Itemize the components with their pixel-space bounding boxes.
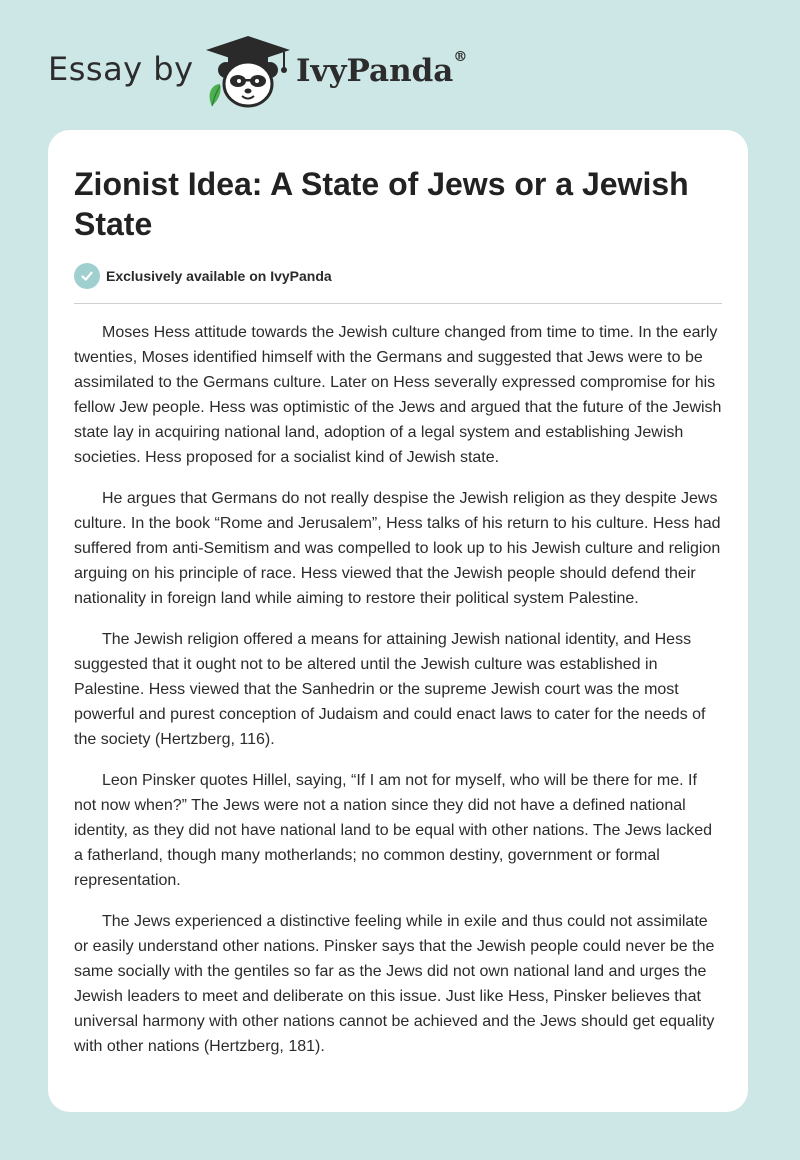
brand-name[interactable] [296,49,468,89]
title-divider [74,303,722,304]
exclusive-label: Exclusively available on IvyPanda [106,268,332,284]
paragraph: Leon Pinsker quotes Hillel, saying, “If I am not for myself, who will be there for me. If not now when?” The Jews were not a nation since they did not have a defined national identity, as they did not have national land to be equal with other nations. The Jews lacked a fatherland, though many motherlands; no common destiny, government or formal representation. [74,772,713,889]
checkmark-icon [74,263,100,289]
paragraph: Moses Hess attitude towards the Jewish culture changed from time to time. In the early twenties, Moses identified himself with the Germans and suggested that Jews were to be assimilated to the Germans culture. Later on Hess severally expressed compromise for his fellow Jew people. Hess was optimistic of the Jews and argued that the future of the Jewish state lay in acquiring national land, adoption of a legal system and establishing Jewish societies. Hess proposed for a socialist kind of Jewish state. [74,324,722,466]
brand-text: IvyPanda [296,53,454,89]
essay-card [48,130,748,1112]
essay-by-label: Essay by [48,50,194,88]
panda-graduate-logo-icon[interactable] [202,34,294,110]
page-title: Zionist Idea: A State of Jews or a Jewish State [74,166,689,242]
essay-body [74,320,722,1075]
registered-mark: ® [453,49,468,65]
paragraph: The Jewish religion offered a means for attaining Jewish national identity, and Hess suggested that it ought not to be altered until the Jewish culture was established in Palestine. Hess viewed that the Sanhedrin or the supreme Jewish court was the most powerful and purest conception of Judaism and could enact laws to cater for the needs of the society (Hertzberg, 116). [74,631,706,748]
paragraph: The Jews experienced a distinctive feeling while in exile and thus could not assimilate or easily understand other nations. Pinsker says that the Jewish people could never be the same socially with the gentiles so far as the Jews did not own national land and urges the Jewish leaders to meet and deliberate on this issue. Just like Hess, Pinsker believes that universal harmony with other nations cannot be achieved and the Jews should get equality with other nations (Hertzberg, 181). [74,913,715,1055]
exclusive-badge [74,263,332,289]
paragraph: He argues that Germans do not really despise the Jewish religion as they despite Jews culture. In the book “Rome and Jerusalem”, Hess talks of his return to his culture. Hess had suffered from anti-Semitism and was compelled to look up to his Jewish culture and religion arguing on his principle of race. Hess viewed that the Jewish people should defend their nationality in foreign land while aiming to restore their political system Palestine. [74,490,721,607]
site-header [0,0,800,130]
